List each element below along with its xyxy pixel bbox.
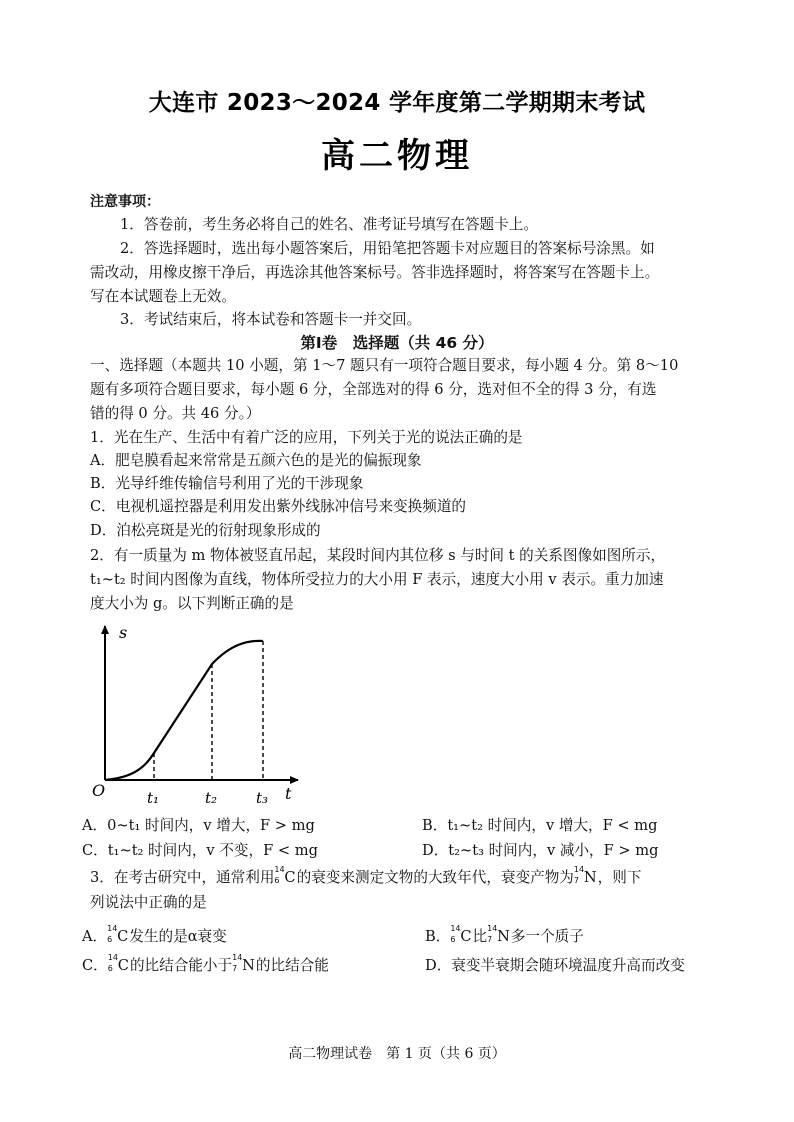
origin-label: O [92,781,106,800]
section-intro-line-2: 题有多项符合题目要求，每小题 6 分，全部选对的得 6 分，选对但不全的得 3 分，有选 [90,381,657,398]
notice-item-3: 3．考试结束后，将本试卷和答题卡一并交回。 [120,311,422,328]
isotope-c14: 14 6 C [274,865,296,886]
q1-option-b: B．光导纤维传输信号利用了光的干涉现象 [90,475,364,492]
notice-item-2-line-1: 2．答选择题时，选出每小题答案后，用铅笔把答题卡对应题目的答案标号涂黑。如 [120,240,655,257]
q2-option-a: A．0~t₁ 时间内，v 增大，F > mg [82,817,315,834]
x-axis-label: t [285,784,292,803]
tick-label-t2: t₂ [205,789,218,807]
q1-stem: 1．光在生产、生活中有着广泛的应用，下列关于光的说法正确的是 [90,429,523,446]
q3-option-d: D．衰变半衰期会随环境温度升高而改变 [425,957,685,974]
q3-option-c: C． 14 6 C的比结合能小于 14 7 N的比结合能 [82,955,329,977]
s-t-graph [88,616,308,816]
q1-option-d: D．泊松亮斑是光的衍射现象形成的 [90,522,321,539]
q2-stem-line-3: 度大小为 g。以下判断正确的是 [90,595,294,612]
tick-label-t1: t₁ [147,789,160,807]
notice-item-1: 1．答卷前，考生务必将自己的姓名、准考证号填写在答题卡上。 [120,216,538,233]
notice-heading: 注意事项： [90,194,160,210]
q2-option-c: C．t₁~t₂ 时间内，v 不变，F < mg [82,842,318,859]
s-t-curve [105,641,263,780]
isotope-n14: 14 7 N [487,924,510,945]
q1-option-a: A．肥皂膜看起来常常是五颜六色的是光的偏振现象 [90,452,422,469]
section-intro-line-1: 一、选择题（本题共 10 小题，第 1～7 题只有一项符合题目要求，每小题 4 分。第 8～10 [90,357,679,374]
q3-stem-pre: 3．在考古研究中，通常利用 [90,869,275,886]
subject-title: 高二物理 [321,136,473,176]
q3-stem-post: ，则下 [597,869,642,886]
q3-option-b: B． 14 6 C比 14 7 N多一个质子 [425,926,584,948]
q3-stem-line-2: 列说法中正确的是 [90,894,207,911]
isotope-c14: 14 6 C [107,953,129,974]
isotope-n14: 14 7 N [573,865,597,886]
q2-stem-line-2: t₁~t₂ 时间内图像为直线，物体所受拉力的大小用 F 表示，速度大小用 v 表示。重力加速 [90,571,664,588]
page-footer: 高二物理试卷 第 1 页（共 6 页） [288,1046,506,1062]
q3-option-a: A． 14 6 C发生的是α衰变 [82,926,227,948]
isotope-c14: 14 6 C [450,924,472,945]
section-intro-line-3: 错的得 0 分。共 46 分。） [90,405,261,422]
section-title: 第Ⅰ卷 选择题（共 46 分） [300,334,494,352]
tick-label-t3: t₃ [256,789,269,807]
isotope-c14: 14 6 C [107,924,129,945]
q3-stem-mid: 的衰变来测定文物的大致年代，衰变产物为 [296,869,574,886]
q3-stem-line-1 [90,867,730,889]
q2-stem-line-1: 2．有一质量为 m 物体被竖直吊起，某段时间内其位移 s 与时间 t 的关系图像如图所示， [90,547,666,564]
isotope-n14: 14 7 N [232,953,255,974]
q2-option-d: D．t₂~t₃ 时间内，v 减小，F > mg [422,842,659,859]
notice-item-2-line-2: 需改动，用橡皮擦干净后，再选涂其他答案标号。答非选择题时，将答案写在答题卡上。 [90,264,660,281]
exam-title: 大连市 2023～2024 学年度第二学期期末考试 [148,90,646,116]
y-axis-label: s [119,623,128,642]
notice-item-2-line-3: 写在本试题卷上无效。 [90,288,236,305]
q1-option-c: C．电视机遥控器是利用发出紫外线脉冲信号来变换频道的 [90,498,467,515]
q2-option-b: B．t₁~t₂ 时间内，v 增大，F < mg [422,817,658,834]
